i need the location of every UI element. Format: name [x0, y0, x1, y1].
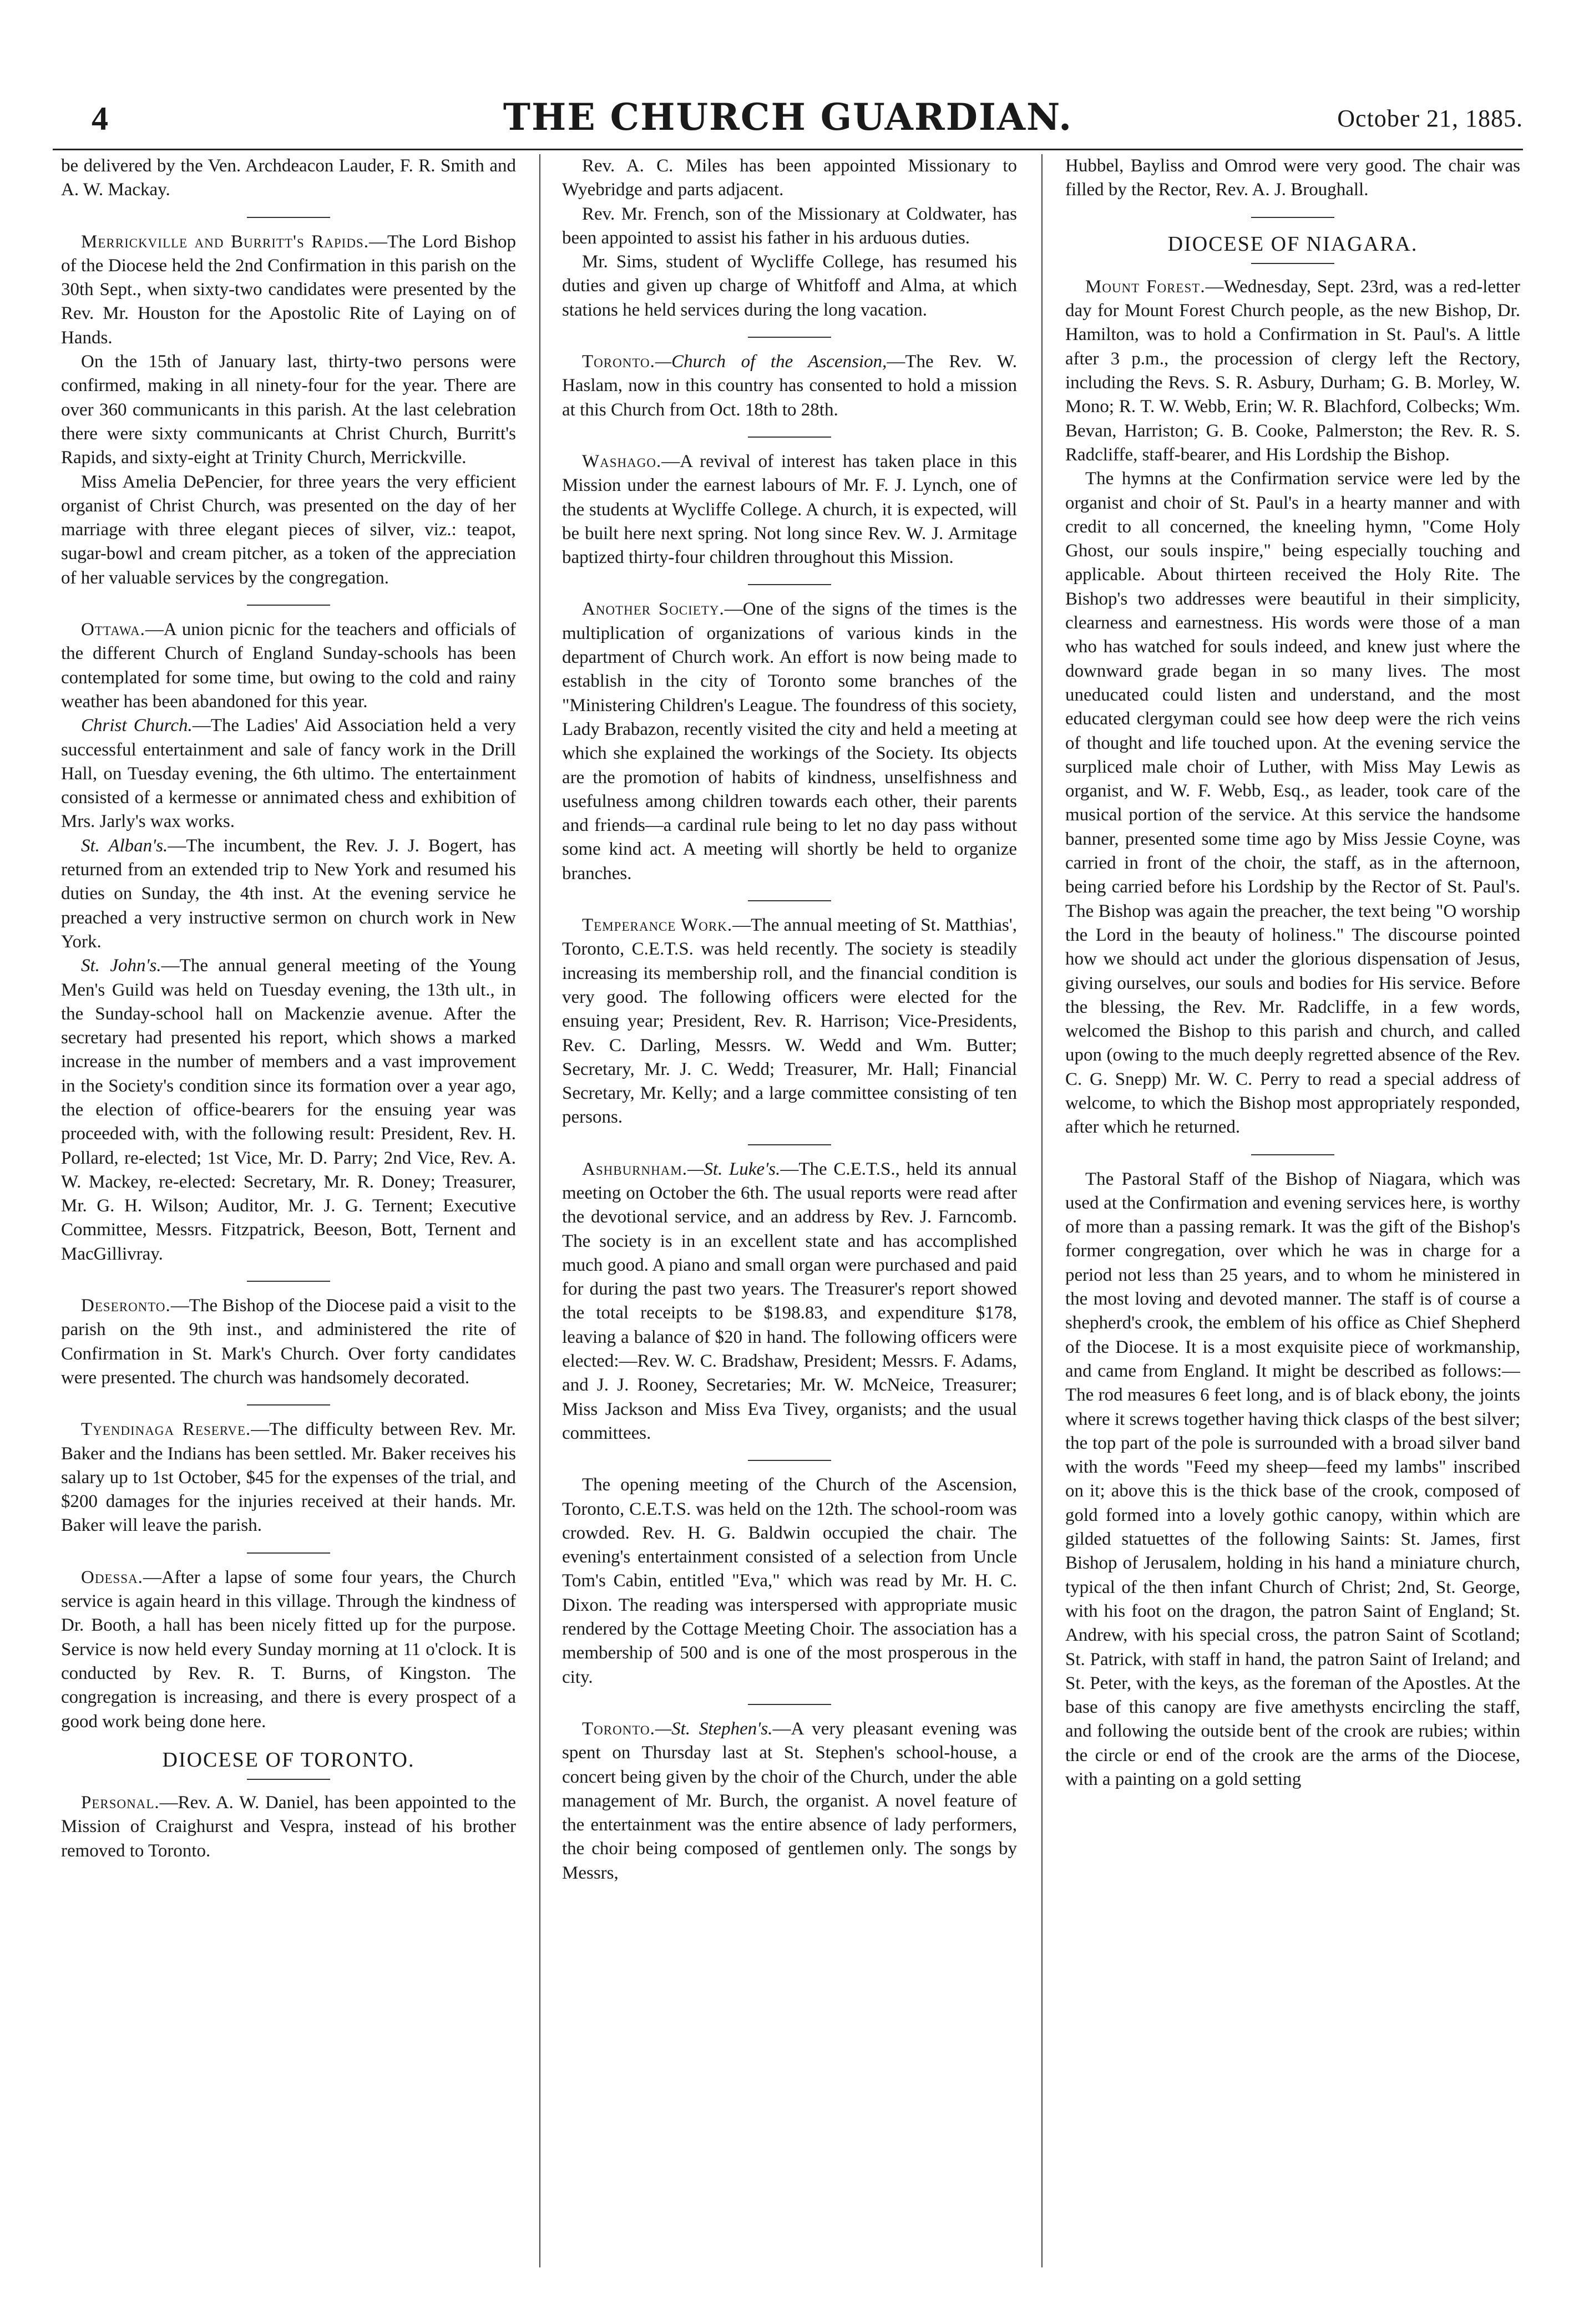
article-paragraph: [1065, 275, 1520, 467]
article-text: —After a lapse of some four years, the Church service is again heard in this village. Through the kindness of Dr. Booth, a hall has been nicely fitted up for the purpose. Service is now held every Sunday morning at 11 o'clock. It is conducted by Rev. R. T. Burns, of Kingston. The congregation is increasing, and there is every prospect of a good work being done here.: [61, 1567, 516, 1732]
article-text: —A revival of interest has taken place in this Mission under the earnest labours of Mr. F. J. Lynch, one of the students at Wycliffe College. A church, it is expected, will be built here next spring. Not long since Rev. W. J. Armitage baptized thirty-four children throughout this Mission.: [562, 451, 1017, 568]
dateline: Odessa.: [81, 1567, 143, 1587]
dateline: Ottawa.: [81, 620, 145, 640]
church-name: —Church of the Ascension,: [655, 352, 887, 372]
article-separator: [1251, 1154, 1334, 1155]
dateline: Christ Church.: [81, 716, 193, 736]
dateline: Deseronto.: [81, 1296, 171, 1316]
article-paragraph: [562, 914, 1017, 1130]
dateline: Toronto.: [582, 352, 655, 372]
article-paragraph: The hymns at the Confirmation service were led by the organist and choir of St. Paul's in a hearty manner and with credit to all concerned, the kneeling hymn, "Come Holy Ghost, our souls inspire," being especially touching and applicable. About thirteen received the Holy Rite. The Bishop's two addresses were beautiful in their simplicity, clearness and earnestness. His words were those of a man who has watched for souls indeed, and knew just where the downward grade began in so many lives. The most uneducated could listen and understand, and the most educated clergyman could see how deep were the rich veins of thought and life touched upon. At the evening service the surpliced male choir of Luther, with Miss May Lewis as organist, and W. F. Webb, Esq., as leader, took care of the musical portion of the service. At this service the handsome banner, presented some time ago by Miss Jessie Coyne, was carried in front of the choir, the staff, as in the afternoon, being carried before his Lordship by the Rector of St. Paul's. The Bishop was again the preacher, the text being "O worship the Lord in the beauty of holiness." The discourse pointed how we should act under the glorious dispensation of Jesus, giving ourselves, our souls and bodies for His service. Before the blessing, the Rev. Mr. Radcliffe, in a few words, welcomed the Bishop to this parish and church, and called upon (owing to the much deeply regretted absence of the Rev. C. G. Snepp) Mr. W. C. Perry to read a special address of welcome, to which the Bishop most appropriately responded, after which he returned.: [1065, 469, 1520, 1138]
article-paragraph: [61, 1566, 516, 1734]
column-divider-2: [1041, 154, 1043, 2267]
article-paragraph: [61, 834, 516, 954]
article-text: —A very pleasant evening was spent on Thursday last at St. Stephen's school-house, a concert being given by the choir of the Church, under the able management of Mr. Burch, the organist. A novel feature of the entertainment was the entire absence of lady performers, the choir being composed of gentlemen only. The songs by Messrs,: [562, 1718, 1017, 1883]
article-paragraph: [61, 714, 516, 834]
article-paragraph: Hubbel, Bayliss and Omrod were very good. The chair was filled by the Rector, Rev. A. J. Broughall.: [1065, 156, 1520, 200]
article-paragraph: Rev. Mr. French, son of the Missionary at Coldwater, has been appointed to assist his father in his arduous duties.: [562, 204, 1017, 248]
article-text: —The Lord Bishop of the Diocese held the 2nd Confirmation in this parish on the 30th Sept., when sixty-two candidates were presented by the Rev. Mr. Houston for the Apostolic Rite of Laying on of Hands.: [61, 231, 516, 348]
article-paragraph: Mr. Sims, student of Wycliffe College, has resumed his duties and given up charge of Whitfoff and Alma, at which stations he held services during the long vacation.: [562, 252, 1017, 320]
article-paragraph: [562, 1717, 1017, 1885]
section-heading: DIOCESE OF NIAGARA.: [1167, 232, 1418, 256]
dateline: Toronto.: [582, 1718, 655, 1739]
article-paragraph: [562, 450, 1017, 570]
article-separator: [247, 1552, 330, 1554]
dateline: Ashburnham.: [582, 1159, 688, 1179]
article-text: —The annual general meeting of the Young Men's Guild was held on Tuesday evening, the 13th ult., in the Sunday-school hall on Mackenzie avenue. After the secretary had presented his report, which shows a marked increase in the number of members and a vast improvement in the Society's condition since its formation over a year ago, the election of office-bearers for the ensuing year was proceeded with, with the following result: President, Rev. H. Pollard, re-elected; 1st Vice, Mr. D. Parry; 2nd Vice, Rev. A. W. Mackey, re-elected: Secretary, Mr. R. Doney; Treasurer, Mr. G. H. Wilson; Auditor, Mr. J. G. Ternent; Executive Committee, Messrs. Fitzpatrick, Beeson, Bott, Ternent and MacGillivray.: [61, 956, 516, 1264]
page-number: 4: [92, 100, 108, 137]
article-paragraph: Miss Amelia DePencier, for three years the very efficient organist of Christ Church, was presented on the day of her marriage with three elegant pieces of silver, viz.: teapot, sugar-bowl and cream pitcher, as a token of the appreciation of her valuable services by the congregation.: [61, 471, 516, 588]
column-2: [562, 154, 1017, 2267]
article-separator: [748, 1144, 831, 1145]
article-paragraph: be delivered by the Ven. Archdeacon Lauder, F. R. Smith and A. W. Mackay.: [61, 156, 516, 200]
article-text: —Rev. A. W. Daniel, has been appointed to the Mission of Craighurst and Vespra, instead of his brother removed to Toronto.: [61, 1793, 516, 1861]
article-text: —Wednesday, Sept. 23rd, was a red-letter day for Mount Forest Church people, as the new Bishop, Dr. Hamilton, was to hold a Confirmation in St. Paul's. A little after 3 p.m., the procession of clergy left the Rectory, including the Revs. S. R. Asbury, Durham; G. B. Morley, W. Mono; R. T. W. Webb, Erin; W. R. Blachford, Colbecks; Wm. Bevan, Harriston; G. B. Cooke, Palmerston; the Rev. R. S. Radcliffe, staff-bearer, and His Lordship the Bishop.: [1065, 276, 1520, 465]
article-paragraph: [562, 1158, 1017, 1446]
article-paragraph: The opening meeting of the Church of the Ascension, Toronto, C.E.T.S. was held on the 12th. The school-room was crowded. Rev. H. G. Baldwin occupied the chair. The evening's entertainment consisted of a selection from Uncle Tom's Cabin, entitled "Eva," which was read by Mr. H. C. Dixon. The reading was interspersed with appropriate music rendered by the Cottage Meeting Choir. The association has a membership of 500 and is one of the most prosperous in the city.: [562, 1475, 1017, 1687]
article-text: —A union picnic for the teachers and officials of the different Church of England Sunday-schools has been contemplated for some time, but owing to the cold and rainy weather has been abandoned for this year.: [61, 620, 516, 712]
article-separator: [247, 217, 330, 218]
dateline: Temperance Work.: [582, 915, 733, 936]
article-paragraph: [562, 350, 1017, 422]
column-1: [61, 154, 516, 2267]
article-paragraph: [61, 1418, 516, 1538]
dateline: Merrickville and Burritt's Rapids.: [81, 231, 369, 252]
article-paragraph: [61, 230, 516, 350]
article-text: —The Rev. W. Haslam, now in this country has consented to hold a mission at this Church from Oct. 18th to 28th.: [562, 352, 1017, 420]
article-text: —The Ladies' Aid Association held a very successful entertainment and sale of fancy work in the Drill Hall, on Tuesday evening, the 6th ultimo. The entertainment consisted of a kermesse or annimated chess and exhibition of Mrs. Jarly's wax works.: [61, 716, 516, 832]
article-separator: [247, 1404, 330, 1405]
issue-date: October 21, 1885.: [1337, 105, 1523, 132]
article-text: —One of the signs of the times is the multiplication of organizations of various kinds in the department of Church work. An effort is now being made to establish in the city of Toronto some branches of the "Ministering Children's League. The foundress of this society, Lady Brabazon, recently visited the city and held a meeting at which she explained the workings of the Society. Its objects are the promotion of habits of kindness, unselfishness and usefulness among children towards each other, their parents and friends—a cardinal rule being to let no day pass without some kind act. A meeting will shortly be held to organize branches.: [562, 599, 1017, 884]
dateline: St. John's.: [81, 956, 161, 976]
dateline: Washago.: [582, 451, 662, 471]
masthead: [53, 83, 1523, 144]
article-text: —The C.E.T.S., held its annual meeting on October the 6th. The usual reports were read after the devotional service, and an address by Rev. J. Farncomb. The society is in an excellent state and has accomplished much good. A piano and small organ were purchased and paid for during the past two years. The Treasurer's report showed the total receipts to be $198.83, and expenditure $178, leaving a balance of $20 in hand. The following officers were elected:—Rev. W. C. Bradshaw, President; Messrs. F. Adams, and J. J. Rooney, Secretaries; Mr. W. McNeice, Treasurer; Miss Jackson and Miss Eva Tivey, organists; and the usual committees.: [562, 1159, 1017, 1443]
column-3: [1065, 154, 1520, 2267]
article-paragraph: [61, 954, 516, 1266]
column-divider-1: [539, 154, 540, 2267]
article-paragraph: Rev. A. C. Miles has been appointed Missionary to Wyebridge and parts adjacent.: [562, 156, 1017, 200]
article-separator: [247, 605, 330, 606]
article-paragraph: The Pastoral Staff of the Bishop of Niagara, which was used at the Confirmation and evening services here, is worthy of more than a passing remark. It was the gift of the Bishop's former congregation, over which he was in charge for a period not less than 25 years, and to whom he ministered in the most loving and devoted manner. The staff is of course a shepherd's crook, the emblem of his office as Chief Shepherd of the Diocese. It is a most exquisite piece of workmanship, and came from England. It might be described as follows:—The rod measures 6 feet long, and is of black ebony, the joints where it screws together having thick clasps of the best silver; the top part of the pole is surrounded with a broad silver band with the words "Feed my sheep—feed my lambs" inscribed on it; above this is the thick base of the crook, composed of gold formed into a lovely gothic canopy, within which are gilded statuettes of the following Saints: St. James, first Bishop of Jerusalem, holding in his hand a miniature church, typical of the then infant Church of Christ; 2nd, St. George, with his foot on the dragon, the patron Saint of England; St. Andrew, with his special cross, the patron Saint of Scotland; St. Patrick, with staff in hand, the patron Saint of Ireland; and St. Peter, with the keys, as the foreman of the Apostles. At the base of this canopy are five amethysts encircling the staff, and following the outside bent of the crook are rubies; within the circle or end of the crook are the arms of the Diocese, with a painting on a gold setting: [1065, 1169, 1520, 1789]
dateline: Mount Forest.: [1085, 276, 1206, 297]
article-text: —The Bishop of the Diocese paid a visit to the parish on the 9th inst., and administered the rite of Confirmation in St. Mark's Church. Over forty candidates were presented. The church was handsomely decorated.: [61, 1296, 516, 1388]
church-name: —St. Luke's.: [687, 1159, 781, 1179]
article-text: —The difficulty between Rev. Mr. Baker and the Indians has been settled. Mr. Baker receives his salary up to 1st October, $45 for the expenses of the trial, and $200 damages for the injuries received at their hands. Mr. Baker will leave the parish.: [61, 1419, 516, 1536]
section-heading: DIOCESE OF TORONTO.: [162, 1748, 415, 1772]
article-separator: [1251, 217, 1334, 218]
article-separator: [247, 1281, 330, 1282]
article-paragraph: [61, 1791, 516, 1863]
article-separator: [748, 900, 831, 901]
dateline: Tyendinaga Reserve.: [81, 1419, 251, 1440]
article-separator: [748, 1460, 831, 1461]
article-paragraph: On the 15th of January last, thirty-two persons were confirmed, making in all ninety-four for the year. There are over 360 communicants in this parish. At the last celebration there were sixty communicants at Christ Church, Burritt's Rapids, and sixty-eight at Trinity Church, Merrickville.: [61, 352, 516, 468]
article-text: —The annual meeting of St. Matthias', Toronto, C.E.T.S. was held recently. The society is steadily increasing its membership roll, and the financial condition is very good. The following officers were elected for the ensuing year; President, Rev. R. Harrison; Vice-Presidents, Rev. C. Darling, Messrs. W. Wedd and Wm. Butter; Secretary, Mr. J. C. Wedd; Treasurer, Mr. Hall; Financial Secretary, Mr. Kelly; and a large committee consisting of ten persons.: [562, 915, 1017, 1128]
masthead-rule: [53, 149, 1523, 150]
article-text: —The incumbent, the Rev. J. J. Bogert, has returned from an extended trip to New York and resumed his duties on Sunday, the 4th inst. At the evening service he preached a very instructive sermon on church work in New York.: [61, 835, 516, 952]
church-name: —St. Stephen's.: [655, 1718, 773, 1739]
article-separator: [748, 1704, 831, 1705]
article-paragraph: [61, 618, 516, 714]
article-separator: [748, 437, 831, 438]
dateline: Another Society.: [582, 599, 725, 620]
article-separator: [748, 337, 831, 338]
heading-rule: [1251, 263, 1334, 264]
article-paragraph: [562, 597, 1017, 886]
dateline: St. Alban's.: [81, 835, 168, 856]
heading-rule: [247, 1779, 330, 1780]
newspaper-title: THE CHURCH GUARDIAN.: [503, 95, 1073, 139]
dateline: Personal.: [81, 1793, 160, 1813]
article-paragraph: [61, 1294, 516, 1390]
article-separator: [748, 584, 831, 585]
